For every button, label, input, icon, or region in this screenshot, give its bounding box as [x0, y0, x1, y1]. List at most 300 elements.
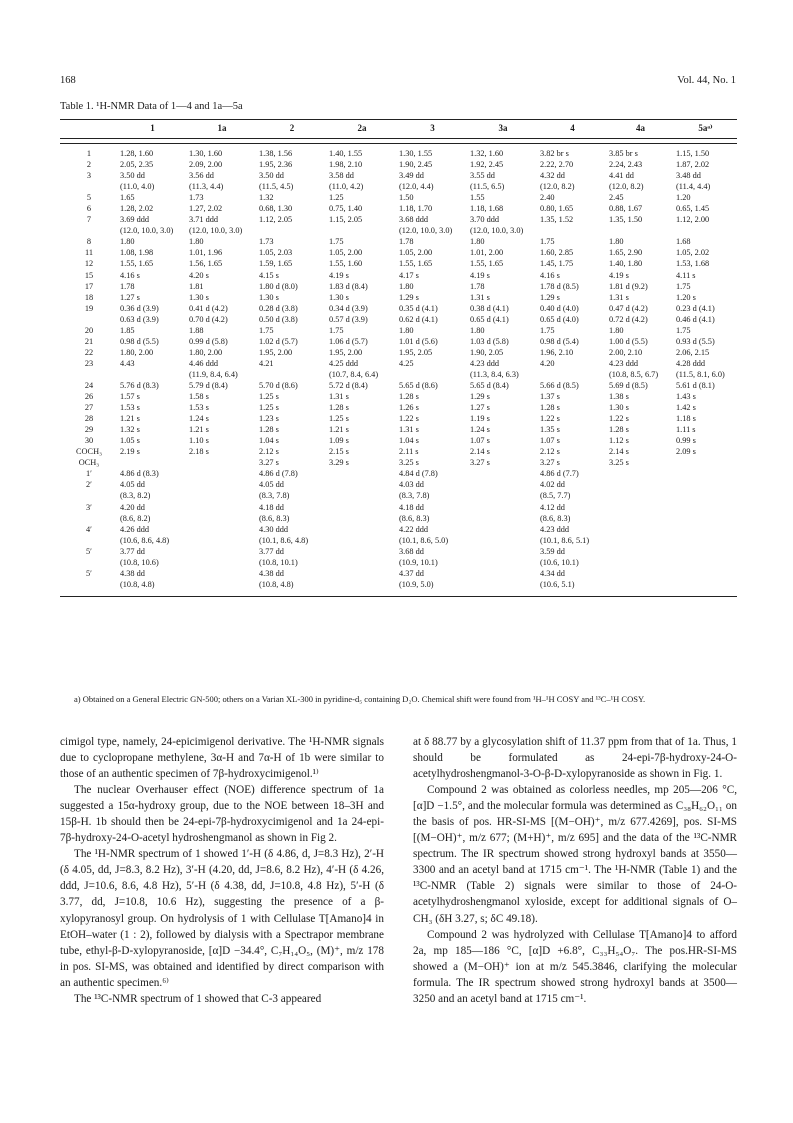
shift-cell: 1.24 s: [189, 414, 209, 424]
column-header: 5aᵃ⁾: [674, 120, 737, 139]
shift-cell: [674, 557, 737, 568]
table-row: [60, 380, 737, 391]
shift-cell: 0.63 d (3.9): [120, 314, 159, 324]
shift-cell: (10.1, 8.6, 5.1): [540, 535, 590, 545]
shift-cell: 1.25 s: [329, 414, 349, 424]
shift-cell: 2.05, 2.35: [120, 160, 154, 170]
shift-cell: 4.12 dd: [540, 502, 565, 512]
shift-cell: 2.09, 2.00: [189, 160, 223, 170]
position-cell: 22: [84, 347, 94, 357]
shift-cell: 1.38 s: [609, 392, 629, 402]
shift-cell: 3.77 dd: [259, 546, 284, 556]
shift-cell: [187, 468, 257, 479]
shift-cell: 1.35, 1.52: [540, 215, 574, 225]
table-row: [60, 424, 737, 435]
position-cell: 23: [84, 358, 94, 368]
shift-cell: 2.00, 2.10: [609, 347, 643, 357]
shift-cell: 1.27 s: [470, 403, 490, 413]
table-row: [60, 524, 737, 535]
table-row: [60, 336, 737, 347]
shift-cell: 1.22 s: [399, 414, 419, 424]
shift-cell: 4.18 dd: [399, 502, 424, 512]
table-row: [60, 281, 737, 292]
shift-cell: (10.9, 10.1): [399, 557, 438, 567]
shift-cell: [468, 557, 538, 568]
shift-cell: (8.3, 7.8): [399, 491, 430, 501]
shift-cell: (10.6, 8.6, 4.8): [120, 535, 170, 545]
shift-cell: 1.29 s: [470, 392, 490, 402]
shift-cell: 5.69 d (8.5): [609, 380, 648, 390]
shift-cell: 5.61 d (8.1): [676, 380, 715, 390]
shift-cell: [674, 513, 737, 524]
paragraph: Compound 2 was obtained as colorless needles, mp 205—206 °C, [α]D −1.5°, and the molecular formula was determined as C₃₈H₆₂O₁₁ on the basis of pos. HR-SI-MS [(M−OH)⁺, m/z 677.4269], pos. SI-MS [(M−OH)⁺, m/z 677; (M+H)⁺, m/z 695] and the data of the ¹³C-NMR spectrum. The IR spectrum showed strong hydroxyl bands at 3550—3300 and an acetyl band at 1715 cm⁻¹. The ¹H-NMR (Table 1) and the ¹³C-NMR (Table 2) signals were similar to those of 24-O-acetylhydroshengmanol xyloside, except for additional signals of O–CH₃ (δH 3.27, s; δC 49.18).: [413, 784, 737, 925]
shift-cell: [607, 468, 674, 479]
shift-cell: 3.69 ddd: [120, 215, 150, 225]
position-cell: [60, 314, 118, 325]
table-row: [60, 468, 737, 479]
shift-cell: 4.05 dd: [259, 480, 284, 490]
shift-cell: 3.29 s: [329, 458, 349, 468]
position-cell: [60, 490, 118, 501]
shift-cell: [468, 535, 538, 546]
shift-cell: 1.21 s: [120, 414, 140, 424]
shift-cell: (12.0, 8.2): [540, 182, 575, 192]
shift-cell: [674, 468, 737, 479]
shift-cell: 1.15, 2.05: [329, 215, 363, 225]
shift-cell: 0.75, 1.40: [329, 204, 363, 214]
table-row: [60, 391, 737, 402]
shift-cell: 2.18 s: [189, 447, 209, 457]
shift-cell: 0.88, 1.67: [609, 204, 643, 214]
paragraph: cimigol type, namely, 24-epicimigenol derivative. The ¹H-NMR signals due to cyclopropane methylene, 3α-H and 7α-H of 1b were similar to those of an authentic specimen of 7β-hydroxycimigenol.¹⁾: [60, 736, 384, 781]
shift-cell: 1.05, 2.00: [329, 248, 363, 258]
shift-cell: [327, 557, 397, 568]
shift-cell: 0.70 d (4.2): [189, 314, 228, 324]
shift-cell: 1.75: [329, 325, 344, 335]
shift-cell: 1.81 d (9.2): [609, 281, 648, 291]
shift-cell: 1.95, 2.36: [259, 160, 293, 170]
shift-cell: [468, 502, 538, 513]
shift-cell: 1.73: [259, 237, 274, 247]
column-header: [60, 120, 118, 139]
shift-cell: 1.27, 2.02: [189, 204, 223, 214]
shift-cell: (8.6, 8.3): [259, 513, 290, 523]
table-row: [60, 546, 737, 557]
shift-cell: 1.55, 1.65: [399, 259, 433, 269]
position-cell: 20: [84, 325, 94, 335]
shift-cell: 0.99 s: [676, 436, 696, 446]
shift-cell: (11.4, 4.4): [676, 182, 711, 192]
shift-cell: 2.22, 2.70: [540, 160, 574, 170]
shift-cell: 4.34 dd: [540, 568, 565, 578]
shift-cell: 3.70 ddd: [470, 215, 500, 225]
position-cell: 1′: [86, 469, 92, 479]
table-row: [60, 502, 737, 513]
shift-cell: [674, 479, 737, 490]
shift-cell: [607, 546, 674, 557]
shift-cell: 3.27 s: [470, 458, 490, 468]
body-column-left: [60, 734, 384, 1007]
shift-cell: [468, 479, 538, 490]
position-cell: 1: [86, 149, 92, 158]
shift-cell: 5.70 d (8.6): [259, 380, 298, 390]
shift-cell: 1.75: [540, 325, 555, 335]
shift-cell: 0.62 d (4.1): [399, 314, 438, 324]
shift-cell: (10.6, 5.1): [540, 579, 575, 589]
position-cell: 6: [86, 204, 92, 214]
shift-cell: [538, 225, 607, 236]
paragraph: The ¹³C-NMR spectrum of 1 showed that C-3 appeared: [74, 992, 322, 1005]
shift-cell: 3.49 dd: [399, 171, 424, 181]
shift-cell: 3.59 dd: [540, 546, 565, 556]
shift-cell: 1.80: [470, 237, 485, 247]
page-number: 168: [60, 75, 76, 86]
shift-cell: 1.73: [189, 193, 204, 203]
shift-cell: [607, 225, 674, 236]
shift-cell: [187, 579, 257, 597]
shift-cell: 1.78: [470, 281, 485, 291]
shift-cell: [327, 490, 397, 501]
position-cell: 18: [84, 292, 94, 302]
shift-cell: [674, 546, 737, 557]
shift-cell: (12.0, 10.0, 3.0): [470, 226, 524, 236]
shift-cell: 1.80, 2.00: [120, 347, 154, 357]
shift-cell: [187, 535, 257, 546]
position-cell: 5′: [86, 546, 92, 556]
shift-cell: 1.75: [259, 325, 274, 335]
shift-cell: 1.08, 1.98: [120, 248, 154, 258]
shift-cell: 1.80: [120, 237, 135, 247]
position-cell: 2′: [86, 480, 92, 490]
shift-cell: [327, 502, 397, 513]
shift-cell: 1.81: [189, 281, 204, 291]
shift-cell: 2.09 s: [676, 447, 696, 457]
shift-cell: 1.40, 1.80: [609, 259, 643, 269]
shift-cell: 1.21 s: [329, 425, 349, 435]
shift-cell: 3.48 dd: [676, 171, 701, 181]
shift-cell: 1.28 s: [329, 403, 349, 413]
position-cell: COCH₃: [76, 447, 102, 457]
shift-cell: 1.03 d (5.8): [470, 336, 509, 346]
shift-cell: [187, 513, 257, 524]
position-cell: 15: [84, 270, 94, 280]
shift-cell: 1.88: [189, 325, 204, 335]
shift-cell: 1.00 d (5.5): [609, 336, 648, 346]
shift-cell: 1.57 s: [120, 392, 140, 402]
shift-cell: 3.55 dd: [470, 171, 495, 181]
shift-cell: 1.78: [399, 237, 414, 247]
shift-cell: 1.65: [120, 193, 135, 203]
shift-cell: 1.31 s: [470, 292, 490, 302]
shift-cell: 4.05 dd: [120, 480, 145, 490]
shift-cell: 2.45: [609, 193, 624, 203]
position-cell: 24: [84, 380, 94, 390]
shift-cell: 0.98 d (5.4): [540, 336, 579, 346]
shift-cell: (10.1, 8.6, 4.8): [259, 535, 309, 545]
shift-cell: 1.20: [676, 193, 691, 203]
table-row: [60, 292, 737, 303]
shift-cell: [327, 513, 397, 524]
shift-cell: 1.38, 1.56: [259, 149, 293, 158]
paragraph: The ¹H-NMR spectrum of 1 showed 1′-H (δ 4.86, d, J=8.3 Hz), 2′-H (δ 4.05, dd, J=8.3, 8.2 Hz), 3′-H (4.20, dd, J=8.6, 8.2 Hz), 4′-H (δ 4.26, ddd, J=10.6, 8.6, 4.8 Hz), 5′-H (δ 4.38, dd, J=10.8, 4.8 Hz), 5′-H (δ 3.77, dd, J=10.8, 10.6 Hz), suggesting the presence of a β-xylopyranosyl group. On hydrolysis of 1 with Cellulase T[Amano]4 in EtOH–water (1 : 2), followed by dialysis with a Spectrapor membrane tube, ethyl-β-D-xylopyranoside, [α]D −34.4°, C₇H₁₄O₅, (M)⁺, m/z 178 in pos. SI-MS, was obtained and identified by direct comparison with an authentic specimen.⁶⁾: [60, 848, 384, 989]
shift-cell: [187, 557, 257, 568]
shift-cell: (10.6, 10.1): [540, 557, 579, 567]
shift-cell: 2.19 s: [120, 447, 140, 457]
shift-cell: 0.28 d (3.8): [259, 303, 298, 313]
shift-cell: 1.96, 2.10: [540, 347, 574, 357]
shift-cell: 1.80: [470, 325, 485, 335]
shift-cell: 1.18 s: [676, 414, 696, 424]
shift-cell: 3.77 dd: [120, 546, 145, 556]
shift-cell: 4.22 ddd: [399, 524, 429, 534]
shift-cell: 1.55, 1.65: [120, 259, 154, 269]
shift-cell: 1.43 s: [676, 392, 696, 402]
shift-cell: 1.06 d (5.7): [329, 336, 368, 346]
shift-cell: 1.55, 1.65: [470, 259, 504, 269]
shift-cell: [327, 568, 397, 579]
shift-cell: (8.6, 8.3): [540, 513, 571, 523]
table-row: [60, 490, 737, 501]
table-row: [60, 247, 737, 258]
shift-cell: [674, 457, 737, 468]
shift-cell: 1.12, 2.00: [676, 215, 710, 225]
shift-cell: 5.65 d (8.6): [399, 380, 438, 390]
shift-cell: 1.75: [329, 237, 344, 247]
column-header: 4a: [607, 120, 674, 139]
shift-cell: [674, 535, 737, 546]
table-row: [60, 258, 737, 269]
shift-cell: 1.18, 1.70: [399, 204, 433, 214]
position-cell: 4′: [86, 524, 92, 534]
shift-cell: (12.0, 10.0, 3.0): [120, 226, 174, 236]
shift-cell: 4.25: [399, 358, 414, 368]
shift-cell: 3.50 dd: [259, 171, 284, 181]
shift-cell: 2.12 s: [259, 447, 279, 457]
shift-cell: 1.23 s: [259, 414, 279, 424]
table-caption: Table 1. ¹H-NMR Data of 1—4 and 1a—5a: [60, 101, 243, 112]
shift-cell: [674, 568, 737, 579]
shift-cell: [257, 225, 327, 236]
shift-cell: (11.0, 4.0): [120, 182, 155, 192]
shift-cell: 2.40: [540, 193, 555, 203]
shift-cell: 0.47 d (4.2): [609, 303, 648, 313]
shift-cell: (11.3, 8.4, 6.3): [470, 369, 519, 379]
shift-cell: 1.31 s: [329, 392, 349, 402]
shift-cell: 2.14 s: [609, 447, 629, 457]
shift-cell: (11.5, 6.5): [470, 182, 505, 192]
shift-cell: [468, 568, 538, 579]
table-row: [60, 435, 737, 446]
body-column-right: [413, 734, 737, 1007]
table-row: [60, 236, 737, 247]
shift-cell: 1.05, 2.02: [676, 248, 710, 258]
shift-cell: [327, 546, 397, 557]
table-row: [60, 314, 737, 325]
shift-cell: 1.85: [120, 325, 135, 335]
shift-cell: [607, 479, 674, 490]
shift-cell: 0.40 d (4.0): [540, 303, 579, 313]
shift-cell: 1.55, 1.60: [329, 259, 363, 269]
position-cell: 5′: [86, 568, 92, 578]
shift-cell: 3.82 br s: [540, 149, 569, 158]
shift-cell: 4.26 ddd: [120, 524, 150, 534]
shift-cell: (11.0, 4.2): [329, 182, 364, 192]
journal-volume: Vol. 44, No. 1: [677, 75, 736, 86]
shift-cell: 3.85 br s: [609, 149, 638, 158]
shift-cell: 1.37 s: [540, 392, 560, 402]
shift-cell: 1.22 s: [609, 414, 629, 424]
shift-cell: 4.20 dd: [120, 502, 145, 512]
shift-cell: 0.41 d (4.2): [189, 303, 228, 313]
shift-cell: [327, 479, 397, 490]
shift-cell: 1.75: [540, 237, 555, 247]
shift-cell: (10.7, 8.4, 6.4): [329, 369, 379, 379]
shift-cell: 1.55: [470, 193, 485, 203]
shift-cell: [187, 457, 257, 468]
position-cell: [60, 579, 118, 597]
shift-cell: 1.01, 2.00: [470, 248, 504, 258]
position-cell: 19: [84, 303, 94, 313]
position-cell: [60, 557, 118, 568]
shift-cell: 3.25 s: [609, 458, 629, 468]
position-cell: 3′: [86, 502, 92, 512]
shift-cell: (10.8, 8.5, 6.7): [609, 369, 659, 379]
shift-cell: 1.78 d (8.5): [540, 281, 579, 291]
shift-cell: 1.80: [609, 237, 624, 247]
shift-cell: 0.68, 1.30: [259, 204, 293, 214]
shift-cell: 1.25 s: [259, 403, 279, 413]
table-row: [60, 413, 737, 424]
shift-cell: 0.65, 1.45: [676, 204, 710, 214]
shift-cell: 4.41 dd: [609, 171, 634, 181]
paragraph: Compound 2 was hydrolyzed with Cellulase T[Amano]4 to afford 2a, mp 185—186 °C, [α]D +6.8°, C₃₃H₅₄O₇. The pos.HR-SI-MS showed a (M−OH)⁺ ion at m/z 545.3846, clarifying the molecular formula. The IR spectrum showed strong hydroxyl bands at 3500—3250 and an acetyl band at 1715 cm⁻¹.: [413, 928, 737, 1005]
shift-cell: [607, 524, 674, 535]
shift-cell: [607, 513, 674, 524]
shift-cell: 1.30 s: [259, 292, 279, 302]
shift-cell: (12.0, 4.4): [399, 182, 434, 192]
shift-cell: 0.23 d (4.1): [676, 303, 715, 313]
shift-cell: [327, 524, 397, 535]
shift-cell: 1.80, 2.00: [189, 347, 223, 357]
shift-cell: 2.15 s: [329, 447, 349, 457]
shift-cell: 4.32 dd: [540, 171, 565, 181]
shift-cell: (10.9, 5.0): [399, 579, 434, 589]
shift-cell: 1.98, 2.10: [329, 160, 363, 170]
shift-cell: 2.14 s: [470, 447, 490, 457]
position-cell: [60, 513, 118, 524]
table-row: [60, 479, 737, 490]
column-header: 2a: [327, 120, 397, 139]
shift-cell: [538, 369, 607, 380]
shift-cell: 1.10 s: [189, 436, 209, 446]
shift-cell: [674, 502, 737, 513]
shift-cell: 4.16 s: [120, 270, 140, 280]
shift-cell: 1.53 s: [189, 403, 209, 413]
shift-cell: 1.05 s: [120, 436, 140, 446]
shift-cell: 0.50 d (3.8): [259, 314, 298, 324]
shift-cell: 4.86 d (8.3): [120, 469, 159, 479]
shift-cell: 1.80: [609, 325, 624, 335]
table-footnote: a) Obtained on a General Electric GN-500; others on a Varian XL-300 in pyridine-d₅ containing D₂O. Chemical shift were found from ¹H–¹H COSY and ¹³C–¹H COSY.: [74, 694, 646, 704]
shift-cell: 4.18 dd: [259, 502, 284, 512]
shift-cell: 1.50: [399, 193, 414, 203]
shift-cell: 4.37 dd: [399, 568, 424, 578]
table-row: [60, 402, 737, 413]
shift-cell: (12.0, 10.0, 3.0): [399, 226, 453, 236]
shift-cell: 0.65 d (4.1): [470, 314, 509, 324]
shift-cell: 1.80: [189, 237, 204, 247]
table-row: [60, 214, 737, 225]
shift-cell: 1.53, 1.68: [676, 259, 710, 269]
shift-cell: (10.8, 10.6): [120, 557, 159, 567]
shift-cell: 4.19 s: [329, 270, 349, 280]
table-row: [60, 225, 737, 236]
shift-cell: [327, 535, 397, 546]
shift-cell: 3.27 s: [540, 458, 560, 468]
shift-cell: 1.45, 1.75: [540, 259, 574, 269]
shift-cell: [607, 568, 674, 579]
shift-cell: [468, 490, 538, 501]
position-cell: 28: [84, 414, 94, 424]
shift-cell: 4.03 dd: [399, 480, 424, 490]
shift-cell: 0.35 d (4.1): [399, 303, 438, 313]
shift-cell: 1.87, 2.02: [676, 160, 710, 170]
shift-cell: [397, 369, 468, 380]
shift-cell: 1.78: [120, 281, 135, 291]
table-row: [60, 358, 737, 369]
position-cell: 2: [86, 160, 92, 170]
shift-cell: 1.09 s: [329, 436, 349, 446]
table-row: [60, 270, 737, 281]
shift-cell: (11.5, 4.5): [259, 182, 294, 192]
shift-cell: 2.11 s: [399, 447, 419, 457]
shift-cell: 1.07 s: [540, 436, 560, 446]
paragraph: The nuclear Overhauser effect (NOE) difference spectrum of 1a suggested a 15α-hydroxy group, due to the NOE between 18–3H and 15β-H. 1b should then be 24-epi-7β-hydroxycimigenol and 1a 24-epi-7β-hydroxy-24-O-acetyl hydroshengmanol as shown in Fig 2.: [60, 784, 384, 845]
position-cell: 11: [85, 248, 93, 258]
shift-cell: 4.15 s: [259, 270, 279, 280]
shift-cell: 0.65 d (4.0): [540, 314, 579, 324]
shift-cell: (11.5, 8.1, 6.0): [676, 369, 725, 379]
shift-cell: 1.31 s: [399, 425, 419, 435]
shift-cell: (8.3, 7.8): [259, 491, 290, 501]
position-cell: 8: [86, 237, 92, 247]
shift-cell: 0.46 d (4.1): [676, 314, 715, 324]
shift-cell: [607, 490, 674, 501]
shift-cell: (10.1, 8.6, 5.0): [399, 535, 449, 545]
shift-cell: 4.23 ddd: [470, 358, 500, 368]
table-header-row: [60, 120, 737, 139]
shift-cell: [674, 225, 737, 236]
shift-cell: 4.20: [540, 358, 555, 368]
shift-cell: 1.75: [676, 325, 691, 335]
shift-cell: 4.21: [259, 358, 274, 368]
shift-cell: [468, 524, 538, 535]
shift-cell: 4.19 s: [609, 270, 629, 280]
table-row: [60, 446, 737, 457]
table-row: [60, 557, 737, 568]
shift-cell: 1.32, 1.60: [470, 149, 504, 158]
shift-cell: 1.28, 1.60: [120, 149, 154, 158]
shift-cell: (8.3, 8.2): [120, 491, 151, 501]
shift-cell: 1.30, 1.55: [399, 149, 433, 158]
shift-cell: (8.6, 8.2): [120, 513, 151, 523]
shift-cell: 1.28 s: [399, 392, 419, 402]
shift-cell: 5.79 d (8.4): [189, 380, 228, 390]
table-row: [60, 325, 737, 336]
shift-cell: [187, 490, 257, 501]
shift-cell: 1.30, 1.60: [189, 149, 223, 158]
shift-cell: 5.72 d (8.4): [329, 380, 368, 390]
